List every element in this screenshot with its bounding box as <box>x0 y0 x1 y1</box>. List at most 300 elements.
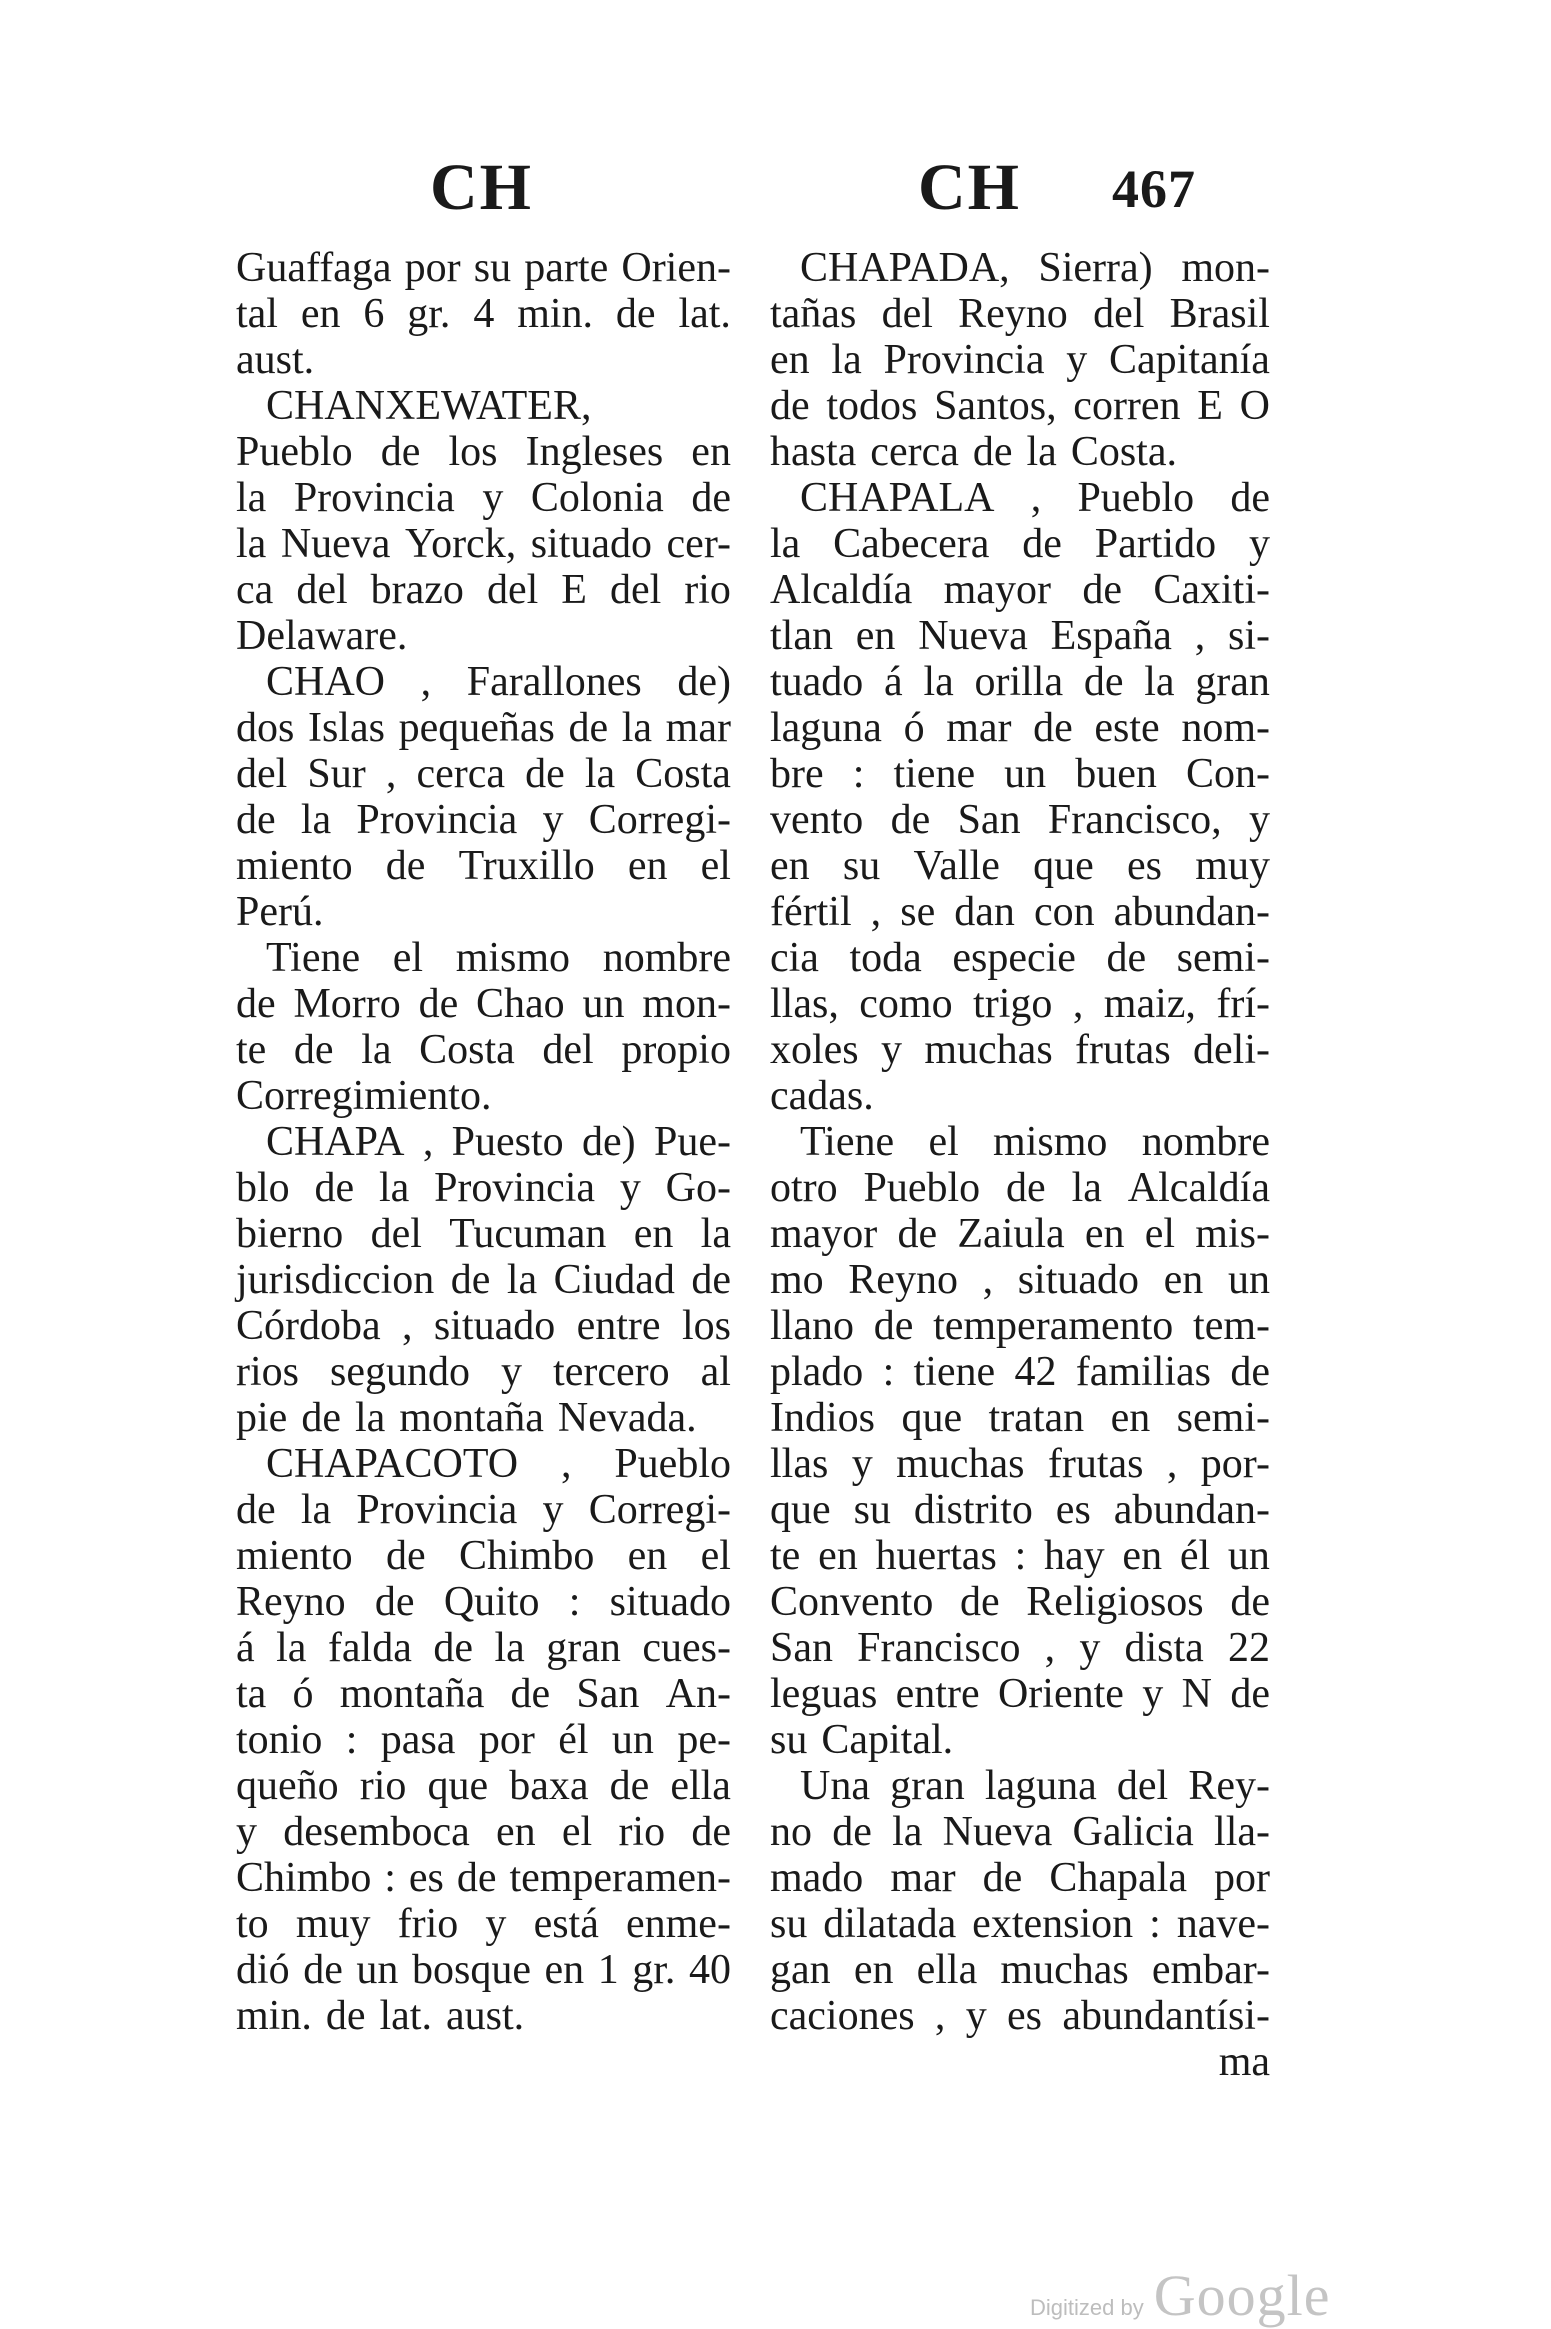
text-line <box>770 659 1270 705</box>
text-line <box>236 337 731 383</box>
word: Ciudad <box>553 1257 675 1303</box>
word: el <box>700 843 731 889</box>
word: semi- <box>1176 1395 1270 1441</box>
word: laguna <box>984 1763 1097 1809</box>
word: Córdoba <box>236 1303 381 1349</box>
text-line <box>770 797 1270 843</box>
word: muchas <box>896 1441 1025 1487</box>
text-line <box>770 1671 1270 1717</box>
word: situado <box>433 1303 556 1349</box>
word: desemboca <box>283 1809 470 1855</box>
word: cer- <box>666 521 731 567</box>
word: , <box>385 751 397 797</box>
word: mar <box>946 705 1012 751</box>
text-line <box>236 843 731 889</box>
word: min. <box>517 291 594 337</box>
word: la <box>361 1027 392 1073</box>
text-line <box>770 429 1270 475</box>
word: Go- <box>665 1165 731 1211</box>
text-line <box>770 383 1270 429</box>
google-logo: Google <box>1153 2263 1331 2328</box>
word: es <box>1055 1487 1091 1533</box>
word: CHAPALA <box>800 475 995 521</box>
word: muy <box>295 1901 371 1947</box>
word: en <box>496 1809 536 1855</box>
text-line <box>770 1027 1270 1073</box>
word: Reyno <box>848 1257 958 1303</box>
text-line <box>770 981 1270 1027</box>
word: de <box>525 751 565 797</box>
text-line <box>770 1947 1270 1993</box>
word: Nevada. <box>557 1395 697 1441</box>
word: Costa <box>419 1027 515 1073</box>
word: Corregi- <box>588 1487 731 1533</box>
word: , <box>1194 613 1206 659</box>
word: del <box>296 567 348 613</box>
word: por <box>404 245 461 291</box>
word: en <box>770 843 810 889</box>
running-head-left: CH <box>430 151 533 224</box>
word: to <box>236 1901 269 1947</box>
word: la <box>831 337 862 383</box>
word: Santos, <box>934 383 1057 429</box>
word: de <box>293 1027 334 1073</box>
word: Corregi- <box>588 797 731 843</box>
word: Partido <box>1094 521 1217 567</box>
text-line <box>236 889 731 935</box>
word: y <box>236 1809 257 1855</box>
word: rio <box>684 567 731 613</box>
word: , <box>1166 1441 1178 1487</box>
word: Morro <box>293 981 401 1027</box>
word: Pueblo <box>614 1441 731 1487</box>
word: la <box>300 797 332 843</box>
text-line <box>236 1303 731 1349</box>
word: en <box>1084 1211 1125 1257</box>
text-line <box>770 1395 1270 1441</box>
word: CHANXEWATER, <box>266 383 592 429</box>
word: jurisdiccion <box>236 1257 435 1303</box>
word: mon- <box>642 981 731 1027</box>
word: aust. <box>236 337 315 383</box>
word: xoles <box>770 1027 859 1073</box>
word: Oriente <box>997 1671 1124 1717</box>
word: dilatada <box>823 1901 957 1947</box>
word: dió <box>236 1947 290 1993</box>
word: Chapala <box>1049 1855 1187 1901</box>
word: la <box>1026 429 1057 475</box>
word: ca <box>236 567 274 613</box>
word: tiene <box>893 751 976 797</box>
word: de <box>380 429 421 475</box>
word: mar <box>890 1855 956 1901</box>
word: , <box>1030 475 1042 521</box>
word: en <box>627 843 668 889</box>
text-line <box>236 1349 731 1395</box>
word: propio <box>621 1027 731 1073</box>
word: extension <box>972 1901 1134 1947</box>
word: mayor <box>770 1211 878 1257</box>
word: de <box>1033 705 1073 751</box>
word: gran <box>890 1763 965 1809</box>
word: E <box>1197 383 1223 429</box>
word: San <box>576 1671 640 1717</box>
word: de <box>374 1579 415 1625</box>
word: este <box>1094 705 1160 751</box>
word: de <box>1022 521 1062 567</box>
text-line <box>236 613 731 659</box>
word: gr. <box>632 1947 676 1993</box>
word: Farallones <box>466 659 642 705</box>
word: de <box>1230 475 1270 521</box>
text-line <box>236 1763 731 1809</box>
text-line <box>770 1901 1270 1947</box>
text-line <box>770 475 1270 521</box>
word: mismo <box>455 935 571 981</box>
word: y <box>619 1165 641 1211</box>
word: de) <box>677 659 731 705</box>
word: abundantísi- <box>1062 1993 1270 2039</box>
word: Convento <box>770 1579 934 1625</box>
word: frí- <box>1216 981 1270 1027</box>
word: al <box>700 1349 731 1395</box>
text-line <box>770 1579 1270 1625</box>
text-line <box>770 935 1270 981</box>
text-line <box>236 1993 731 2039</box>
word: , <box>1044 1625 1056 1671</box>
word: Chimbo <box>236 1855 372 1901</box>
word: entre <box>576 1303 661 1349</box>
word: gr. <box>407 291 451 337</box>
word: del <box>1093 291 1145 337</box>
word: la <box>236 475 267 521</box>
word: trigo <box>973 981 1053 1027</box>
word: á <box>884 659 903 705</box>
word: gran <box>1195 659 1270 705</box>
word: muchas <box>924 1027 1053 1073</box>
text-line <box>236 659 731 705</box>
text-line <box>236 1625 731 1671</box>
word: de) <box>582 1119 636 1165</box>
word: del <box>370 1211 422 1257</box>
text-line <box>770 1211 1270 1257</box>
word: Truxillo <box>458 843 595 889</box>
word: laguna <box>770 705 882 751</box>
word: cues- <box>642 1625 731 1671</box>
word: , <box>870 889 882 935</box>
word: hay <box>1044 1533 1105 1579</box>
word: es <box>408 1855 444 1901</box>
word: de <box>615 291 656 337</box>
word: baxa <box>509 1763 589 1809</box>
word: Provincia <box>356 1487 518 1533</box>
word: nom- <box>1181 705 1270 751</box>
word: y <box>482 475 504 521</box>
word: mon- <box>1181 245 1270 291</box>
word: Pueblo <box>863 1165 981 1211</box>
word: que <box>427 1763 489 1809</box>
word: la <box>584 751 616 797</box>
word: el <box>1144 1211 1176 1257</box>
word: el <box>928 1119 959 1165</box>
word: en <box>770 337 810 383</box>
word: te <box>770 1533 801 1579</box>
word: el <box>392 935 424 981</box>
word: falda <box>327 1625 412 1671</box>
digitization-watermark <box>1030 2262 1330 2329</box>
word: un <box>582 981 625 1027</box>
word: de <box>385 1533 426 1579</box>
text-line <box>770 613 1270 659</box>
word: y <box>1142 1671 1164 1717</box>
word: montaña <box>339 1671 485 1717</box>
word: nombre <box>1141 1119 1270 1165</box>
text-line <box>236 705 731 751</box>
word: de <box>510 1671 551 1717</box>
word: mo <box>770 1257 824 1303</box>
word: de <box>1230 1579 1270 1625</box>
word: , <box>982 1257 994 1303</box>
word: Zaiula <box>957 1211 1065 1257</box>
text-line <box>770 337 1270 383</box>
word: Capitanía <box>1109 337 1270 383</box>
word: brazo <box>370 567 464 613</box>
word: por- <box>1200 1441 1270 1487</box>
word: Quito <box>443 1579 540 1625</box>
word: de <box>609 1763 650 1809</box>
word: huertas <box>875 1533 997 1579</box>
word: está <box>533 1901 599 1947</box>
word: Orien- <box>621 245 731 291</box>
word: O <box>1239 383 1270 429</box>
word: en <box>544 1947 585 1993</box>
word: la <box>300 1487 332 1533</box>
text-line <box>236 1073 731 1119</box>
word: 4 <box>473 291 495 337</box>
word: de <box>325 1993 366 2039</box>
word: su <box>770 1901 808 1947</box>
word: gran <box>546 1625 621 1671</box>
word: cerca <box>870 429 959 475</box>
word: mar <box>665 705 731 751</box>
word: Pueblo <box>236 429 353 475</box>
word: Puesto <box>451 1119 564 1165</box>
word: por <box>1214 1855 1270 1901</box>
word: toda <box>849 935 922 981</box>
word: CHAPADA, <box>800 245 1010 291</box>
word: ó <box>903 705 925 751</box>
word: 6 <box>363 291 385 337</box>
word: mismo <box>993 1119 1108 1165</box>
word: y <box>542 1487 564 1533</box>
text-line <box>236 291 731 337</box>
text-line <box>236 429 731 475</box>
word: Sur <box>307 751 366 797</box>
word: lat. <box>379 1993 432 2039</box>
word: en <box>1110 1395 1151 1441</box>
word: : <box>384 1855 396 1901</box>
word: ta <box>236 1671 267 1717</box>
word: Corregimiento. <box>236 1073 492 1119</box>
word: mis- <box>1195 1211 1270 1257</box>
word: situado <box>1017 1257 1140 1303</box>
text-line <box>770 843 1270 889</box>
text-line <box>236 383 731 429</box>
text-line <box>236 1257 731 1303</box>
word: Religiosos <box>1026 1579 1204 1625</box>
word: Costa <box>635 751 731 797</box>
word: , <box>934 1993 946 2039</box>
word: Colonia <box>530 475 664 521</box>
word: frio <box>397 1901 459 1947</box>
word: CHAPA <box>266 1119 405 1165</box>
word: San <box>770 1625 833 1671</box>
text-line <box>770 1303 1270 1349</box>
word: un <box>1227 1257 1270 1303</box>
word: la <box>1071 1165 1102 1211</box>
word: fértil <box>770 889 852 935</box>
word: del <box>1116 1763 1169 1809</box>
word: bierno <box>236 1211 344 1257</box>
word: de <box>832 1809 872 1855</box>
word: vento <box>770 797 864 843</box>
word: maiz, <box>1103 981 1196 1027</box>
word: y <box>1079 1625 1101 1671</box>
word: del <box>542 1027 594 1073</box>
text-line <box>770 705 1270 751</box>
word: Tiene <box>800 1119 895 1165</box>
word: Reyno <box>958 291 1068 337</box>
word: como <box>859 981 953 1027</box>
word: Tiene <box>266 935 361 981</box>
word: y <box>965 1993 987 2039</box>
word: en <box>853 1947 894 1993</box>
text-line <box>770 1855 1270 1901</box>
word: todos <box>826 383 918 429</box>
word: abundan- <box>1113 1487 1270 1533</box>
word: tem- <box>1193 1303 1270 1349</box>
word: la <box>1144 659 1175 705</box>
word: del <box>236 751 288 797</box>
word: : <box>852 751 865 797</box>
word: tuado <box>770 659 864 705</box>
word: por <box>478 1717 535 1763</box>
word: Islas <box>307 705 385 751</box>
word: Costa. <box>1070 429 1177 475</box>
word: deli- <box>1193 1027 1270 1073</box>
word: de <box>1106 935 1147 981</box>
text-line <box>770 1533 1270 1579</box>
word: el <box>561 1809 593 1855</box>
word: de <box>418 981 459 1027</box>
word: y <box>542 797 564 843</box>
word: de <box>301 1395 341 1441</box>
word: 40 <box>688 1947 731 1993</box>
text-line <box>236 1901 731 1947</box>
word: su <box>473 245 512 291</box>
text-line <box>236 1947 731 1993</box>
word: miento <box>236 1533 353 1579</box>
page-number: 467 <box>1112 159 1196 219</box>
word: del <box>486 567 539 613</box>
word: rios <box>236 1349 299 1395</box>
word: tratan <box>988 1395 1085 1441</box>
word: de <box>236 797 276 843</box>
word: la <box>700 1211 731 1257</box>
word: de <box>385 843 426 889</box>
word: él <box>1179 1533 1211 1579</box>
word: frutas <box>1075 1027 1171 1073</box>
word: de <box>450 1257 491 1303</box>
word: , <box>422 1119 434 1165</box>
word: Guaffaga <box>236 245 392 291</box>
word: cadas. <box>770 1073 874 1119</box>
text-line <box>770 1441 1270 1487</box>
word: Capital. <box>821 1717 954 1763</box>
word: Chimbo <box>458 1533 595 1579</box>
text-line <box>236 1441 731 1487</box>
text-line <box>770 1073 1270 1119</box>
word: leguas <box>770 1671 878 1717</box>
word: Francisco <box>857 1625 1021 1671</box>
word: y <box>1248 797 1270 843</box>
word: la <box>236 521 267 567</box>
text-line <box>770 1717 1270 1763</box>
word: , <box>402 1303 413 1349</box>
word: rio <box>618 1809 666 1855</box>
word: de <box>770 383 810 429</box>
word: del <box>881 291 933 337</box>
word: aust. <box>445 1993 525 2039</box>
word: la <box>276 1625 307 1671</box>
word: enme- <box>626 1901 731 1947</box>
word: que <box>901 1395 963 1441</box>
word: muchas <box>1000 1947 1129 1993</box>
word: tal <box>236 291 278 337</box>
word: Nueva <box>280 521 391 567</box>
word: y <box>485 1901 507 1947</box>
word: él <box>558 1717 589 1763</box>
text-line <box>236 1027 731 1073</box>
word: abundan- <box>1113 889 1270 935</box>
word: CHAO <box>266 659 386 705</box>
word: de <box>691 1809 731 1855</box>
text-line <box>236 1395 731 1441</box>
word: tlan <box>770 613 833 659</box>
text-line <box>770 1993 1270 2039</box>
word: Delaware. <box>236 613 408 659</box>
word: Nueva <box>918 613 1028 659</box>
word: buen <box>1075 751 1157 797</box>
word: plado <box>770 1349 864 1395</box>
word: ó <box>292 1671 314 1717</box>
word: de <box>456 1855 497 1901</box>
word: Reyno <box>236 1579 346 1625</box>
word: España <box>1050 613 1172 659</box>
word: hasta <box>770 429 857 475</box>
word: Tucuman <box>449 1211 607 1257</box>
word: su <box>853 1487 891 1533</box>
text-line <box>770 889 1270 935</box>
word: de <box>1230 1349 1270 1395</box>
word: en <box>300 291 341 337</box>
word: en <box>1163 1257 1204 1303</box>
word: Alcaldía <box>1127 1165 1270 1211</box>
word: llano <box>770 1303 854 1349</box>
word: su <box>770 1717 808 1763</box>
word: no <box>770 1809 812 1855</box>
text-line <box>236 567 731 613</box>
